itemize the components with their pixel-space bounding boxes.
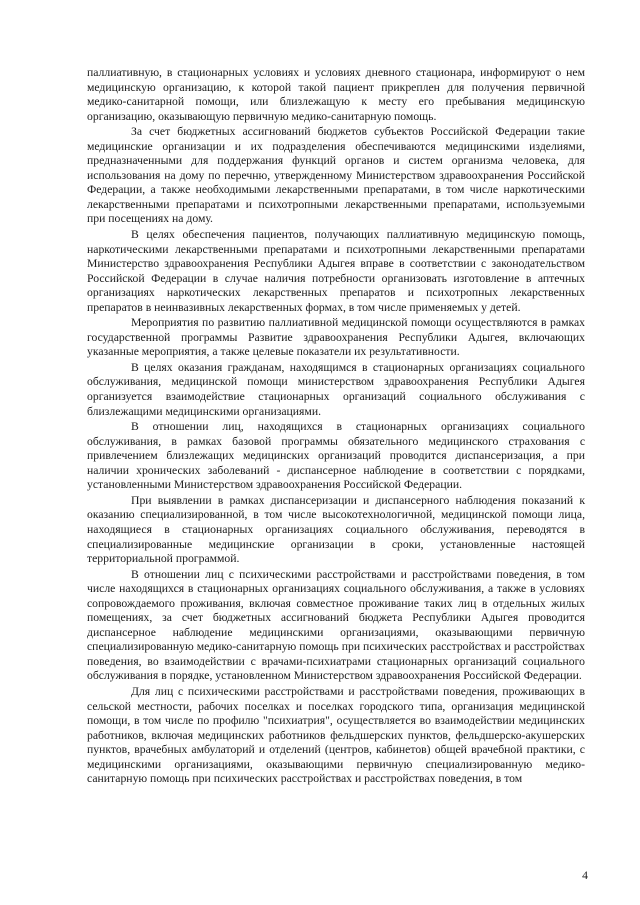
paragraph: Мероприятия по развитию паллиативной медицинской помощи осуществляются в рамках государственной программы Развитие здравоохранения Республики Адыгея, включающих указанные мероприятия, а также целевые показатели их результативности. [87, 316, 585, 359]
paragraph: В отношении лиц с психическими расстройствами и расстройствами поведения, в том числе находящихся в стационарных организациях социального обслуживания, а также в условиях сопровождаемого проживания, включая совместное проживание таких лиц в отдельных жилых помещениях, за счет бюджетных ассигнований бюджета Республики Адыгея проводится диспансерное наблюдение медицинскими организациями, оказывающими первичную специализированную медико-санитарную помощь при психических расстройствах и расстройствах поведения, во взаимодействии с врачами-психиатрами стационарных организаций социального обслуживания в порядке, установленном Министерством здравоохранения Российской Федерации. [87, 567, 585, 683]
paragraph: Для лиц с психическими расстройствами и расстройствами поведения, проживающих в сельской местности, рабочих поселках и поселках городского типа, организация медицинской помощи, в том числе по профилю "психиатрия", осуществляется во взаимодействии медицинских работников, включая медицинских работников фельдшерских пунктов, фельдшерско-акушерских пунктов, врачебных амбулаторий и отделений (центров, кабинетов) общей врачебной практики, с медицинскими организациями, оказывающими первичную специализированную медико-санитарную помощь при психических расстройствах и расстройствах поведения, в том [87, 684, 585, 786]
paragraph: За счет бюджетных ассигнований бюджетов субъектов Российской Федерации такие медицинские организации и их подразделения обеспечиваются медицинскими изделиями, предназначенными для поддержания функций органов и систем организма человека, для использования на дому по перечню, утвержденному Министерством здравоохранения Российской Федерации, а также необходимыми лекарственными препаратами, в том числе наркотическими лекарственными препаратами и психотропными лекарственными препаратами, используемыми при посещениях на дому. [87, 125, 585, 226]
paragraph: В целях оказания гражданам, находящимся в стационарных организациях социального обслуживания, медицинской помощи министерством здравоохранения Республики Адыгея организуется взаимодействие стационарных организаций социального обслуживания с близлежащими медицинскими организациями. [87, 360, 585, 418]
paragraph: паллиативную, в стационарных условиях и условиях дневного стационара, информируют о нем медицинскую организацию, к которой такой пациент прикреплен для получения первичной медико-санитарной помощи, или близлежащую к месту его пребывания медицинскую организацию, оказывающую первичную медико-санитарную помощь. [87, 66, 585, 123]
page-number: 4 [582, 869, 588, 882]
document-body [87, 66, 585, 787]
paragraph: При выявлении в рамках диспансеризации и диспансерного наблюдения показаний к оказанию специализированной, в том числе высокотехнологичной, медицинской помощи лица, находящиеся в стационарных организациях социального обслуживания, переводятся в специализированные медицинские организации в сроки, установленные настоящей территориальной программой. [87, 493, 585, 566]
paragraph: В отношении лиц, находящихся в стационарных организациях социального обслуживания, в рамках базовой программы обязательного медицинского страхования с привлечением близлежащих медицинских организаций проводится диспансеризация, а при наличии хронических заболеваний - диспансерное наблюдение в соответствии с порядками, установленными Министерством здравоохранения Российской Федерации. [87, 420, 585, 492]
paragraph: В целях обеспечения пациентов, получающих паллиативную медицинскую помощь, наркотическими лекарственными препаратами и психотропными лекарственными препаратами Министерство здравоохранения Республики Адыгея вправе в соответствии с законодательством Российской Федерации в случае наличия потребности организовать изготовление в аптечных организациях наркотических лекарственных препаратов и психотропных лекарственных препаратов в неинвазивных лекарственных формах, в том числе применяемых у детей. [87, 228, 585, 314]
